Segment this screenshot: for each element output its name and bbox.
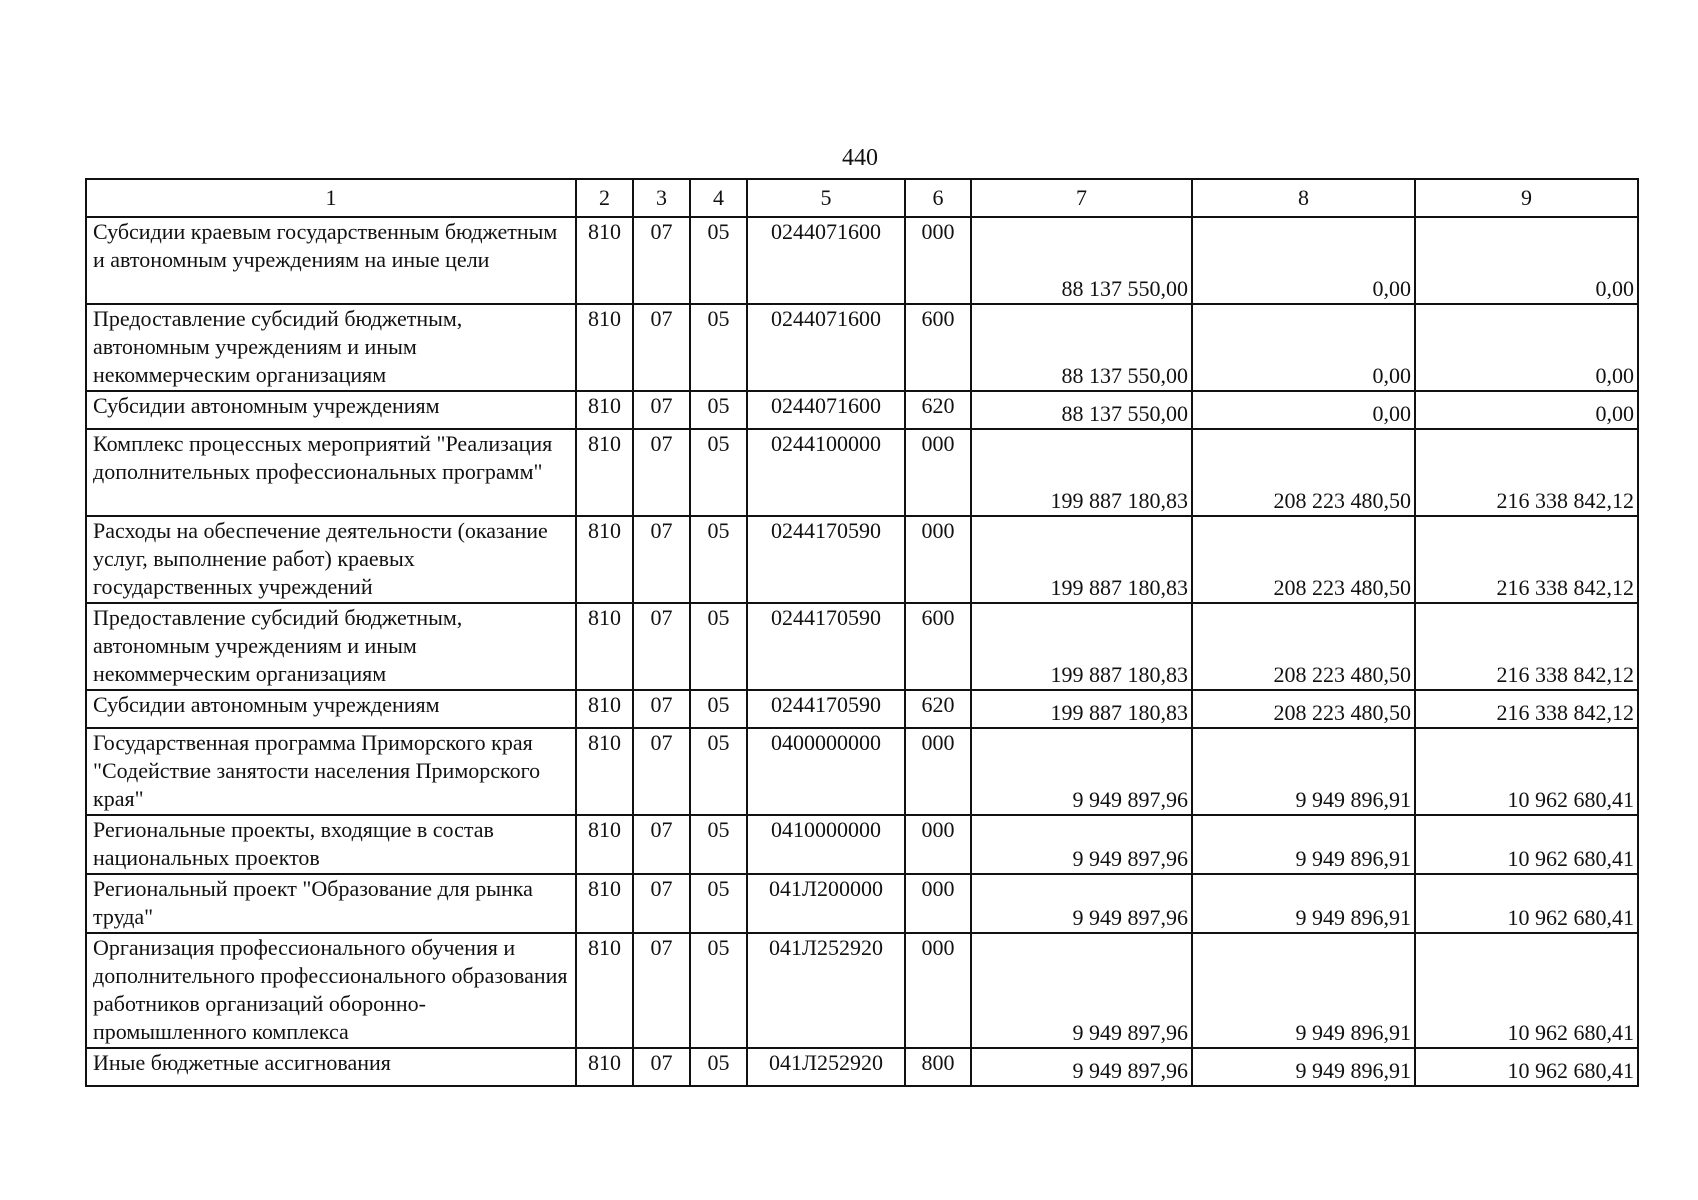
row-name: Субсидии краевым государственным бюджетным и автономным учреждениям на иные цели <box>86 217 576 304</box>
row-amount-9: 216 338 842,12 <box>1415 690 1638 728</box>
row-code-4: 05 <box>690 728 747 815</box>
row-code-6: 620 <box>905 690 971 728</box>
row-amount-7: 9 949 897,96 <box>971 1048 1192 1086</box>
column-header: 9 <box>1415 179 1638 217</box>
table-row <box>86 516 1638 603</box>
row-amount-7: 88 137 550,00 <box>971 391 1192 429</box>
table-row <box>86 728 1638 815</box>
row-code-2: 810 <box>576 429 633 516</box>
row-amount-8: 208 223 480,50 <box>1192 429 1415 516</box>
row-code-3: 07 <box>633 874 690 933</box>
row-code-5: 0244071600 <box>747 304 905 391</box>
row-amount-8: 9 949 896,91 <box>1192 1048 1415 1086</box>
table-row <box>86 933 1638 1048</box>
row-name: Субсидии автономным учреждениям <box>86 690 576 728</box>
row-code-2: 810 <box>576 874 633 933</box>
row-name: Региональные проекты, входящие в состав национальных проектов <box>86 815 576 874</box>
row-amount-7: 88 137 550,00 <box>971 304 1192 391</box>
row-code-5: 0244100000 <box>747 429 905 516</box>
row-amount-9: 216 338 842,12 <box>1415 516 1638 603</box>
row-amount-9: 10 962 680,41 <box>1415 933 1638 1048</box>
row-code-6: 000 <box>905 429 971 516</box>
page-number: 440 <box>842 145 878 171</box>
row-code-5: 0400000000 <box>747 728 905 815</box>
row-code-4: 05 <box>690 933 747 1048</box>
row-name: Региональный проект "Образование для рынка труда" <box>86 874 576 933</box>
row-amount-7: 9 949 897,96 <box>971 874 1192 933</box>
row-amount-7: 9 949 897,96 <box>971 728 1192 815</box>
row-code-2: 810 <box>576 304 633 391</box>
row-amount-8: 9 949 896,91 <box>1192 728 1415 815</box>
row-amount-7: 199 887 180,83 <box>971 516 1192 603</box>
row-code-6: 600 <box>905 304 971 391</box>
row-code-6: 000 <box>905 516 971 603</box>
row-code-5: 0244170590 <box>747 603 905 690</box>
row-code-5: 041Л200000 <box>747 874 905 933</box>
row-amount-8: 9 949 896,91 <box>1192 933 1415 1048</box>
row-code-2: 810 <box>576 516 633 603</box>
row-code-3: 07 <box>633 815 690 874</box>
row-code-6: 800 <box>905 1048 971 1086</box>
row-code-3: 07 <box>633 217 690 304</box>
row-name: Организация профессионального обучения и дополнительного профессионального образования работников организаций оборонно-промышленного комплекса <box>86 933 576 1048</box>
row-code-3: 07 <box>633 728 690 815</box>
row-code-5: 0244170590 <box>747 516 905 603</box>
table-row <box>86 217 1638 304</box>
row-code-3: 07 <box>633 391 690 429</box>
row-code-2: 810 <box>576 933 633 1048</box>
table-row <box>86 429 1638 516</box>
row-code-4: 05 <box>690 304 747 391</box>
row-code-5: 0410000000 <box>747 815 905 874</box>
table-row <box>86 690 1638 728</box>
column-header: 1 <box>86 179 576 217</box>
row-code-2: 810 <box>576 603 633 690</box>
row-code-4: 05 <box>690 874 747 933</box>
row-name: Предоставление субсидий бюджетным, автономным учреждениям и иным некоммерческим организациям <box>86 304 576 391</box>
table-row <box>86 874 1638 933</box>
row-code-5: 041Л252920 <box>747 933 905 1048</box>
row-amount-8: 0,00 <box>1192 217 1415 304</box>
row-amount-8: 9 949 896,91 <box>1192 874 1415 933</box>
column-header: 7 <box>971 179 1192 217</box>
row-amount-7: 88 137 550,00 <box>971 217 1192 304</box>
row-code-3: 07 <box>633 429 690 516</box>
row-code-2: 810 <box>576 815 633 874</box>
row-amount-8: 0,00 <box>1192 391 1415 429</box>
row-code-5: 0244170590 <box>747 690 905 728</box>
row-code-4: 05 <box>690 1048 747 1086</box>
row-code-2: 810 <box>576 217 633 304</box>
row-amount-9: 10 962 680,41 <box>1415 815 1638 874</box>
row-code-6: 000 <box>905 217 971 304</box>
row-code-5: 0244071600 <box>747 391 905 429</box>
row-code-4: 05 <box>690 603 747 690</box>
row-code-3: 07 <box>633 603 690 690</box>
row-amount-7: 199 887 180,83 <box>971 690 1192 728</box>
row-amount-8: 0,00 <box>1192 304 1415 391</box>
row-name: Расходы на обеспечение деятельности (оказание услуг, выполнение работ) краевых государственных учреждений <box>86 516 576 603</box>
header-row <box>86 179 1638 217</box>
row-code-4: 05 <box>690 690 747 728</box>
row-name: Комплекс процессных мероприятий "Реализация дополнительных профессиональных программ" <box>86 429 576 516</box>
row-name: Иные бюджетные ассигнования <box>86 1048 576 1086</box>
row-amount-9: 10 962 680,41 <box>1415 728 1638 815</box>
row-amount-9: 216 338 842,12 <box>1415 603 1638 690</box>
row-amount-7: 199 887 180,83 <box>971 603 1192 690</box>
row-amount-7: 199 887 180,83 <box>971 429 1192 516</box>
row-code-6: 000 <box>905 815 971 874</box>
row-amount-9: 0,00 <box>1415 391 1638 429</box>
row-code-6: 620 <box>905 391 971 429</box>
row-amount-9: 0,00 <box>1415 217 1638 304</box>
row-amount-7: 9 949 897,96 <box>971 815 1192 874</box>
row-code-5: 041Л252920 <box>747 1048 905 1086</box>
row-code-4: 05 <box>690 391 747 429</box>
row-code-6: 000 <box>905 933 971 1048</box>
row-code-3: 07 <box>633 1048 690 1086</box>
table-row <box>86 603 1638 690</box>
row-amount-8: 9 949 896,91 <box>1192 815 1415 874</box>
table-row <box>86 391 1638 429</box>
row-code-2: 810 <box>576 728 633 815</box>
row-code-3: 07 <box>633 516 690 603</box>
row-code-2: 810 <box>576 391 633 429</box>
table-row <box>86 815 1638 874</box>
row-amount-9: 10 962 680,41 <box>1415 874 1638 933</box>
column-header: 2 <box>576 179 633 217</box>
row-code-6: 000 <box>905 874 971 933</box>
table-row <box>86 304 1638 391</box>
row-code-3: 07 <box>633 933 690 1048</box>
row-name: Субсидии автономным учреждениям <box>86 391 576 429</box>
row-amount-7: 9 949 897,96 <box>971 933 1192 1048</box>
row-name: Предоставление субсидий бюджетным, автономным учреждениям и иным некоммерческим организациям <box>86 603 576 690</box>
row-amount-9: 10 962 680,41 <box>1415 1048 1638 1086</box>
row-code-4: 05 <box>690 516 747 603</box>
row-amount-9: 0,00 <box>1415 304 1638 391</box>
row-name: Государственная программа Приморского края "Содействие занятости населения Приморского края" <box>86 728 576 815</box>
row-code-2: 810 <box>576 1048 633 1086</box>
row-code-3: 07 <box>633 304 690 391</box>
row-code-4: 05 <box>690 429 747 516</box>
row-amount-8: 208 223 480,50 <box>1192 603 1415 690</box>
column-header: 3 <box>633 179 690 217</box>
table-row <box>86 1048 1638 1086</box>
row-amount-8: 208 223 480,50 <box>1192 516 1415 603</box>
row-amount-9: 216 338 842,12 <box>1415 429 1638 516</box>
column-header: 6 <box>905 179 971 217</box>
column-header: 4 <box>690 179 747 217</box>
column-header: 5 <box>747 179 905 217</box>
row-code-2: 810 <box>576 690 633 728</box>
row-code-6: 000 <box>905 728 971 815</box>
row-code-3: 07 <box>633 690 690 728</box>
budget-table <box>85 178 1639 1087</box>
column-header: 8 <box>1192 179 1415 217</box>
row-code-4: 05 <box>690 217 747 304</box>
row-code-4: 05 <box>690 815 747 874</box>
row-code-6: 600 <box>905 603 971 690</box>
row-code-5: 0244071600 <box>747 217 905 304</box>
row-amount-8: 208 223 480,50 <box>1192 690 1415 728</box>
